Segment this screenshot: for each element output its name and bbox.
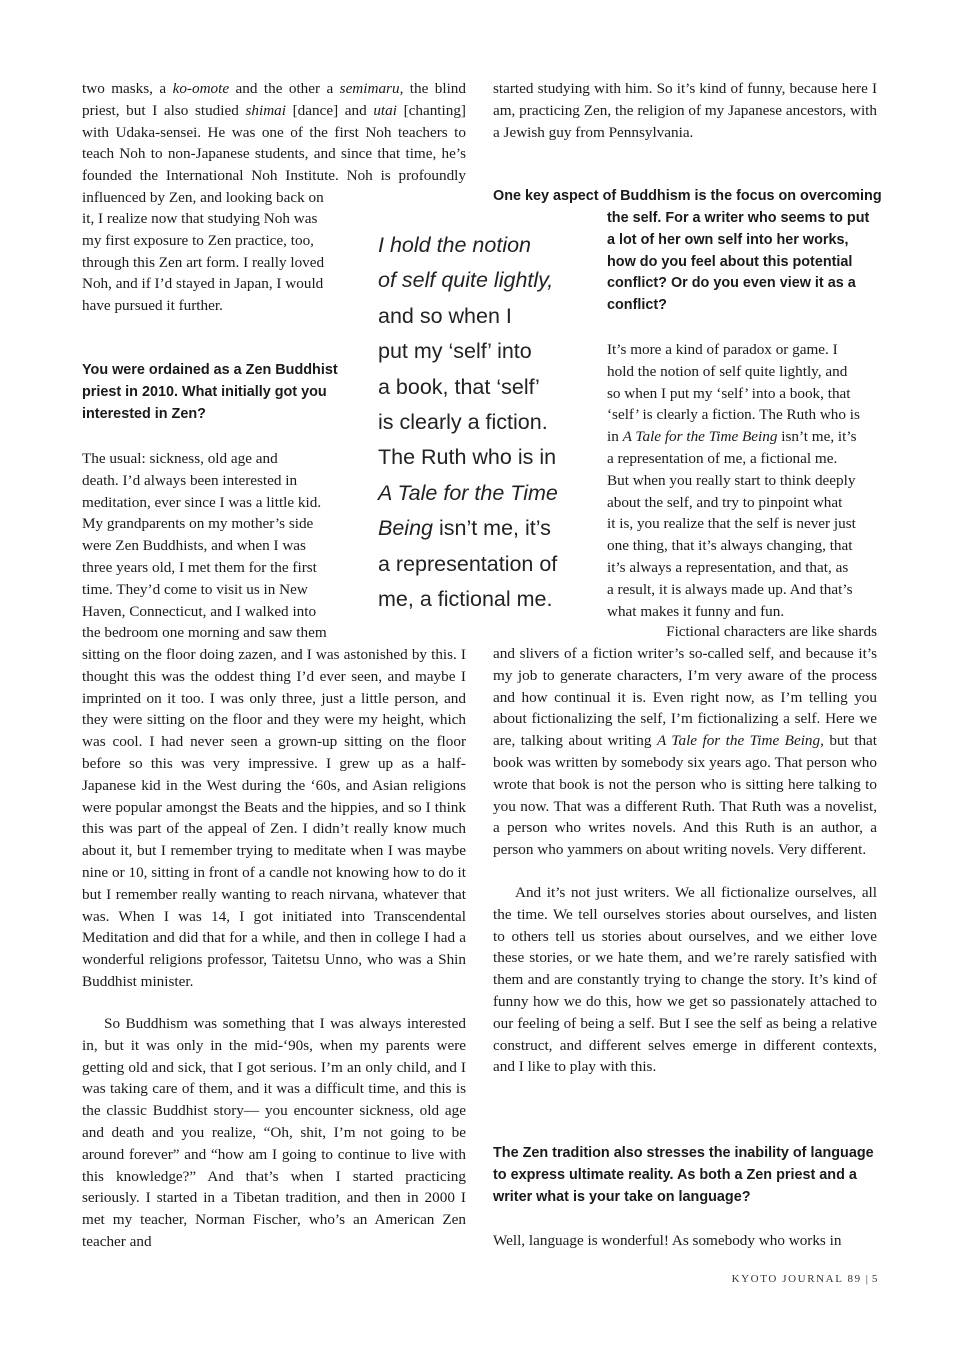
text-line: conflict? <box>607 297 667 314</box>
text-line: conflict? Or do you even view it as a <box>607 275 856 292</box>
question-self-first-line: One key aspect of Buddhism is the focus on overcoming <box>493 188 882 204</box>
text-line: a result, it is always made up. And that’s <box>607 580 853 598</box>
text-line: a lot of her own self into her works, <box>607 231 849 248</box>
text-line: it’s always a representation, and that, as <box>607 558 849 576</box>
left-intro-paragraph: two masks, a ko-omote and the other a semimaru, the blind priest, but I also studied shimai [dance] and utai [chanting] with Udaka-sensei. He was one of the first Noh teachers to teach Noh to non-Japanese students, and since that time, he’s founded the International Noh Institute. Noh is profoundly influenced by Zen, and looking back on <box>82 80 466 206</box>
italic-text: A Tale for the Time Being <box>656 732 821 750</box>
text-line: it is, you realize that the self is never just <box>607 515 856 533</box>
text-line: it, I realize now that studying Noh was <box>82 210 318 227</box>
text-line: the self. For a writer who seems to put <box>607 210 870 226</box>
text-line: how do you feel about this potential <box>607 253 853 270</box>
text-line: time. They’d come to visit us in New <box>82 580 308 598</box>
answer-self-narrow <box>607 339 877 622</box>
text-line: one thing, that it’s always changing, that <box>607 537 853 555</box>
pull-quote-line <box>378 263 588 298</box>
text-line: what makes it funny and fun. <box>607 602 785 620</box>
text-line: meditation, ever since I was a little kid. <box>82 493 322 511</box>
pull-quote-line <box>378 476 588 511</box>
journal-name: KYOTO JOURNAL 89 <box>731 1273 862 1285</box>
answer-ordination-paragraph-2: So Buddhism was something that I was always interested in, but it was only in the mid-‘90s, when my parents were getting old and sick, that I got serious. I’m an only child, and I was taking care of them, and it was a difficult time, and this is the classic Buddhist story— you encounter sickness, old age and death and you realize, “Oh, shit, I’m not going to be around forever” and “how am I going to continue to live with this knowledge?” And that’s when I started practicing seriously. I started in a Tibetan tradition, and then in 2000 I met my teacher, Norman Fischer, who’s an American Zen teacher and <box>82 1015 466 1250</box>
pull-quote-line: is clearly a fiction. <box>378 410 548 435</box>
text-line: through this Zen art form. I really loved <box>82 253 325 271</box>
footer-separator: | <box>865 1273 868 1285</box>
italic-text: utai <box>373 101 397 119</box>
text-line: were Zen Buddhists, and when I was <box>82 537 306 555</box>
question-self <box>607 208 877 317</box>
text-line: But when you really start to think deeply <box>607 471 856 489</box>
text-line: so when I put my ‘self’ into a book, that <box>607 384 851 402</box>
text-line: have pursued it further. <box>82 297 223 315</box>
answer-ordination-wide: sitting on the floor doing zazen, and I was astonished by this. I thought this was the oddest thing I’d ever seen, and maybe I imprinted on it too. I was only three, just a little person, and they were sitting on the floor and they were my height, which was cool. I had never seen a grown-up sitting on the floor before so this was very impressive. I grew up as a half-Japanese kid in the West during the ‘60s, and Asian religions were popular amongst the Beats and the hippies, and so I think this was part of the appeal of Zen. I didn’t really know much about it, but I remember trying to meditate when I was maybe nine or 10, sitting in front of a candle not knowing how to do it but I remember really wanting to reach nirvana, whatever that was. When I was 14, I got initiated into Transcendental Meditation and did that for a while, and then in college I had a wonderful religions professor, Taitetsu Unno, who was a Shin Buddhist minister. <box>82 646 466 990</box>
text-line: It’s more a kind of paradox or game. I <box>607 341 838 358</box>
answer-self-indent-line: Fictional characters are like shards <box>666 623 877 640</box>
text-line: my first exposure to Zen practice, too, <box>82 231 314 249</box>
text-line: about the self, and try to pinpoint what <box>607 493 843 511</box>
pull-quote-line <box>378 228 588 263</box>
pull-quote-italic: Being <box>378 516 433 541</box>
pull-quote-line: Being isn’t me, it’s <box>378 516 551 541</box>
answer-self-paragraph-3: And it’s not just writers. We all fictionalize ourselves, all the time. We tell ourselves stories about ourselves, and listen to others tell us stories about ourselves, and we either love these stories, or we hate them, and we’re rarely satisfied with them and are constantly trying to change the story. It’s kind of funny how we do this, how we get so passionately attached to our feeling of being a self. But I see the self as being a relative construct, and different selves emerge in different contexts, and I like to play with this. <box>493 884 877 1076</box>
answer-self-wide: and slivers of a fiction writer’s so-called self, and because it’s my job to generate characters, I’m very aware of the process and how continual it is. Even right now, as I’m telling you about fictionalizing the self, I’m fictionalizing a self. Here we are, talking about writing A Tale for the Time Being, but that book was written by somebody six years ago. That person who wrote that book is not the person who is sitting here talking to you now. That was a different Ruth. That Ruth was a novelist, a person who writes novels. And this Ruth is an author, a person who yammers on about writing novels. Very different. <box>493 645 877 859</box>
text-line: three years old, I met them for the first <box>82 558 317 576</box>
text-line: My grandparents on my mother’s side <box>82 515 314 533</box>
text-line: hold the notion of self quite lightly, and <box>607 362 848 380</box>
pull-quote-italic: of self quite lightly, <box>378 268 554 293</box>
pull-quote-italic: A Tale for the Time <box>378 480 558 505</box>
italic-text: semimaru <box>339 80 400 97</box>
text-line: death. I’d always been interested in <box>82 471 298 489</box>
pull-quote-line: me, a fictional me. <box>378 587 553 612</box>
italic-text: ko-omote <box>172 80 230 97</box>
pull-quote-line: a representation of <box>378 551 558 576</box>
text-line: a representation of me, a fictional me. <box>607 449 838 467</box>
pull-quote-line: The Ruth who is in <box>378 445 557 470</box>
question-language: The Zen tradition also stresses the inability of language to express ultimate reality. As both a Zen priest and a writer what is your take on language? <box>493 1145 874 1205</box>
question-ordination: You were ordained as a Zen Buddhist priest in 2010. What initially got you interested in Zen? <box>82 362 338 422</box>
text-line: the bedroom one morning and saw them <box>82 624 327 642</box>
text-line: ‘self’ is clearly a fiction. The Ruth who is <box>607 406 860 424</box>
pull-quote-italic: I hold the notion <box>378 233 532 257</box>
page-number: 5 <box>871 1273 879 1285</box>
pull-quote-line: a book, that ‘self’ <box>378 374 540 399</box>
text-line: Noh, and if I’d stayed in Japan, I would <box>82 275 324 293</box>
left-intro-continuation <box>82 208 352 317</box>
answer-language: Well, language is wonderful! As somebody who works in <box>493 1232 842 1249</box>
text-line: in A Tale for the Time Being isn’t me, it’s <box>607 428 857 446</box>
italic-text: A Tale for the Time Being <box>622 428 778 446</box>
pull-quote <box>378 228 588 617</box>
page-footer <box>732 1273 879 1285</box>
answer-ordination-narrow <box>82 448 352 644</box>
text-line: Haven, Connecticut, and I walked into <box>82 602 317 620</box>
right-top-paragraph: started studying with him. So it’s kind of funny, because here I am, practicing Zen, the religion of my Japanese ancestors, with a Jewish guy from Pennsylvania. <box>493 80 877 141</box>
text-line: The usual: sickness, old age and <box>82 450 278 467</box>
pull-quote-line: and so when I <box>378 303 512 328</box>
pull-quote-line: put my ‘self’ into <box>378 339 532 364</box>
italic-text: shimai <box>245 101 286 119</box>
